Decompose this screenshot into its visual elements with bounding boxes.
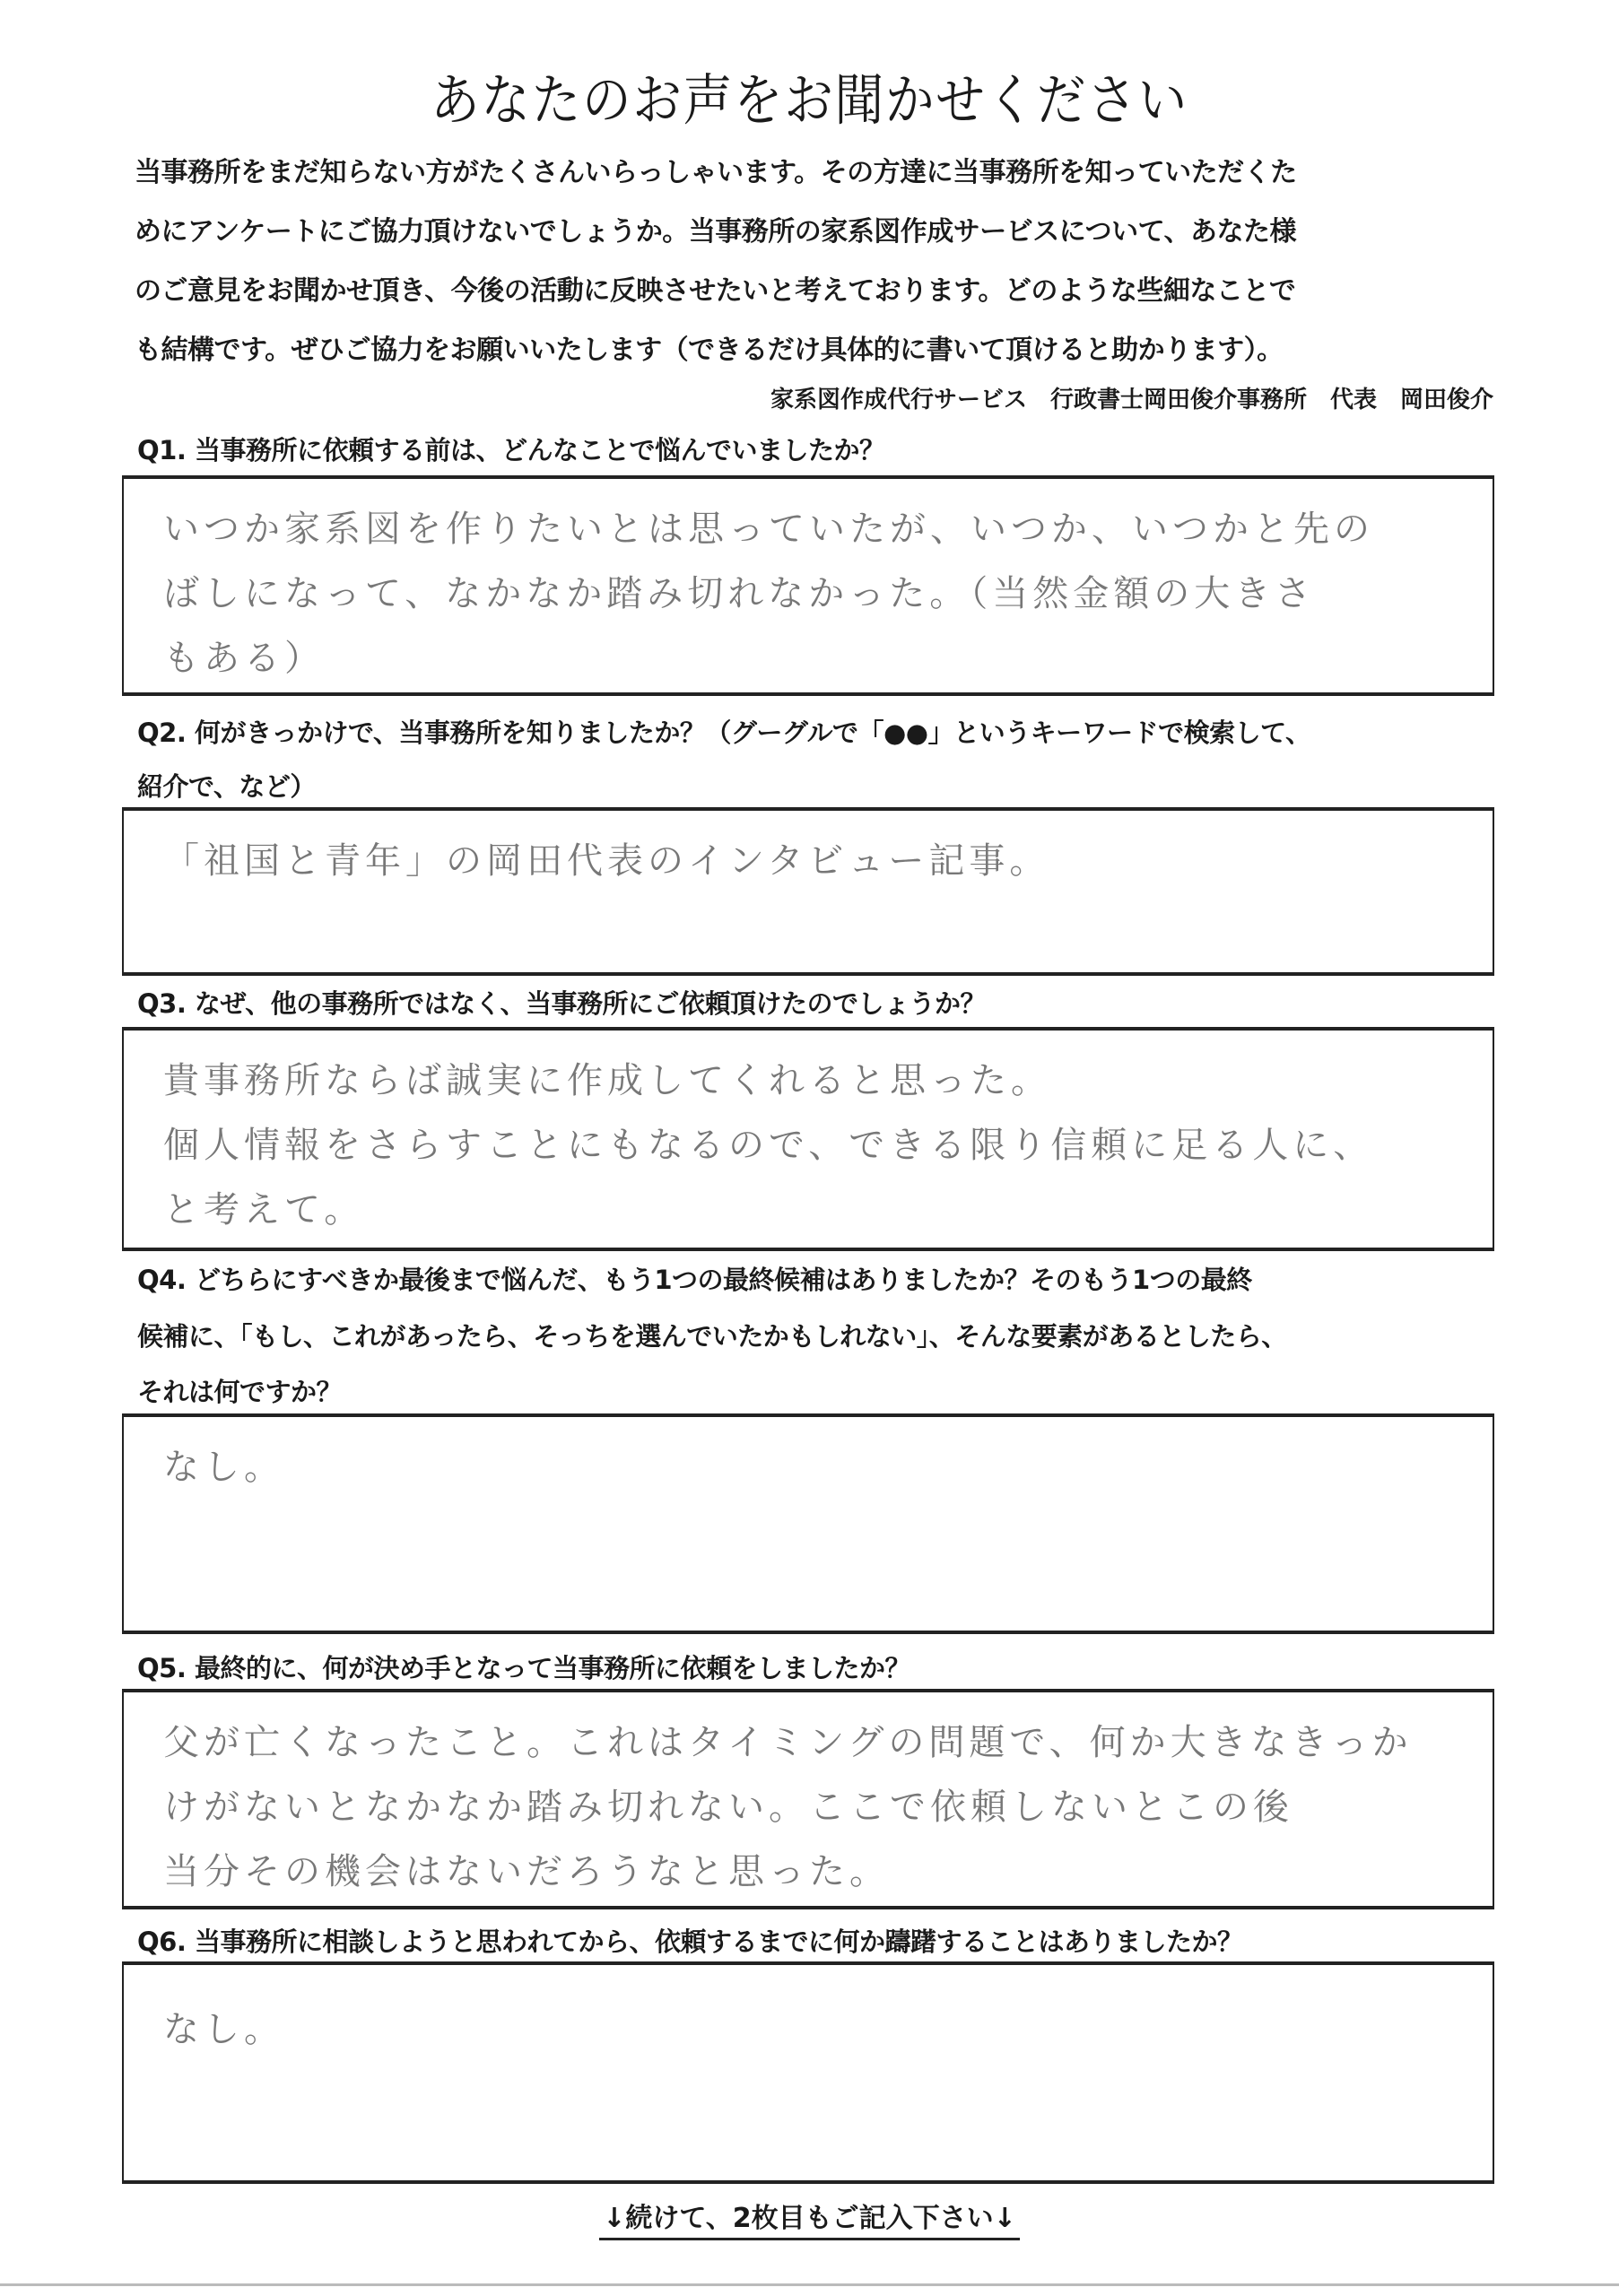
intro-line: のご意見をお聞かせ頂き、今後の活動に反映させたいと考えております。どのような些細なことで <box>135 275 1296 307</box>
continue-note <box>0 2196 1619 2235</box>
answer-line: ばしになって、なかなか踏み切れなかった。（当然金額の大きさ <box>163 573 1316 614</box>
answer-line: なし。 <box>163 2009 284 2050</box>
answer-box-4[interactable] <box>122 1413 1494 1634</box>
page-title: あなたのお声をお聞かせください <box>431 67 1188 133</box>
answer-2-text <box>163 829 1466 893</box>
answer-line: けがないとなかなか踏み切れない。ここで依頼しないとこの後 <box>163 1787 1293 1828</box>
intro-line: めにアンケートにご協力頂けないでしょうか。当事務所の家系図作成サービスについて、あなた様 <box>135 216 1296 248</box>
question-4-label-line3: それは何ですか？ <box>137 1377 343 1407</box>
question-2-label-line2: 紹介で、など） <box>137 771 316 802</box>
intro-line: 当事務所をまだ知らない方がたくさんいらっしゃいます。その方達に当事務所を知っていただくた <box>135 157 1297 188</box>
answer-line: なし。 <box>163 1447 284 1488</box>
answer-6-text <box>163 1997 1466 2062</box>
answer-1-text <box>163 497 1466 691</box>
answer-line: と考えて。 <box>163 1189 365 1231</box>
answer-line: いつか家系図を作りたいとは思っていたが、いつか、いつかと先の <box>163 509 1374 550</box>
continue-note-text: ↓続けて、2枚目もご記入下さい↓ <box>599 2203 1020 2240</box>
question-4-label-line2: 候補に、「もし、これがあったら、そっちを選んでいたかもしれない」、そんな要素があるとしたら、 <box>137 1321 1287 1352</box>
question-4-label-line1: Q4. どちらにすべきか最後まで悩んだ、もう1つの最終候補はありましたか？そのもう1つの最終 <box>137 1265 1252 1295</box>
answer-5-text <box>163 1710 1466 1904</box>
answer-line: 個人情報をさらすことにもなるので、できる限り信頼に足る人に、 <box>163 1125 1374 1166</box>
answer-3-text <box>163 1048 1466 1242</box>
answer-line: もある） <box>163 638 325 679</box>
question-2-label-line1: Q2. 何がきっかけで、当事務所を知りましたか？（グーグルで「●●」というキーワードで検索して、 <box>137 718 1311 748</box>
answer-4-text <box>163 1435 1466 1500</box>
signature: 家系図作成代行サービス 行政書士岡田俊介事務所 代表 岡田俊介 <box>770 387 1493 413</box>
answer-box-1[interactable] <box>122 475 1494 696</box>
intro-paragraph <box>135 144 1498 380</box>
question-3-label: Q3. なぜ、他の事務所ではなく、当事務所にご依頼頂けたのでしょうか？ <box>137 988 986 1019</box>
question-6-label: Q6. 当事務所に相談しようと思われてから、依頼するまでに何か躊躇することはありましたか？ <box>137 1926 1243 1957</box>
answer-box-6[interactable] <box>122 1961 1494 2184</box>
answer-box-5[interactable] <box>122 1689 1494 1909</box>
answer-box-3[interactable] <box>122 1027 1494 1251</box>
question-1-label: Q1. 当事務所に依頼する前は、どんなことで悩んでいましたか？ <box>137 435 885 465</box>
intro-line: も結構です。ぜひご協力をお願いいたします（できるだけ具体的に書いて頂けると助かります）。 <box>135 335 1284 366</box>
answer-line: 父が亡くなったこと。これはタイミングの問題で、何か大きなきっか <box>163 1722 1413 1763</box>
answer-line: 当分その機会はないだろうなと思った。 <box>163 1851 890 1892</box>
page-bottom-edge <box>0 2283 1619 2286</box>
answer-line: 貴事務所ならば誠実に作成してくれると思った。 <box>163 1060 1051 1101</box>
question-5-label: Q5. 最終的に、何が決め手となって当事務所に依頼をしましたか？ <box>137 1653 910 1683</box>
answer-line: 「祖国と青年」の岡田代表のインタビュー記事。 <box>163 840 1050 882</box>
answer-box-2[interactable] <box>122 807 1494 976</box>
